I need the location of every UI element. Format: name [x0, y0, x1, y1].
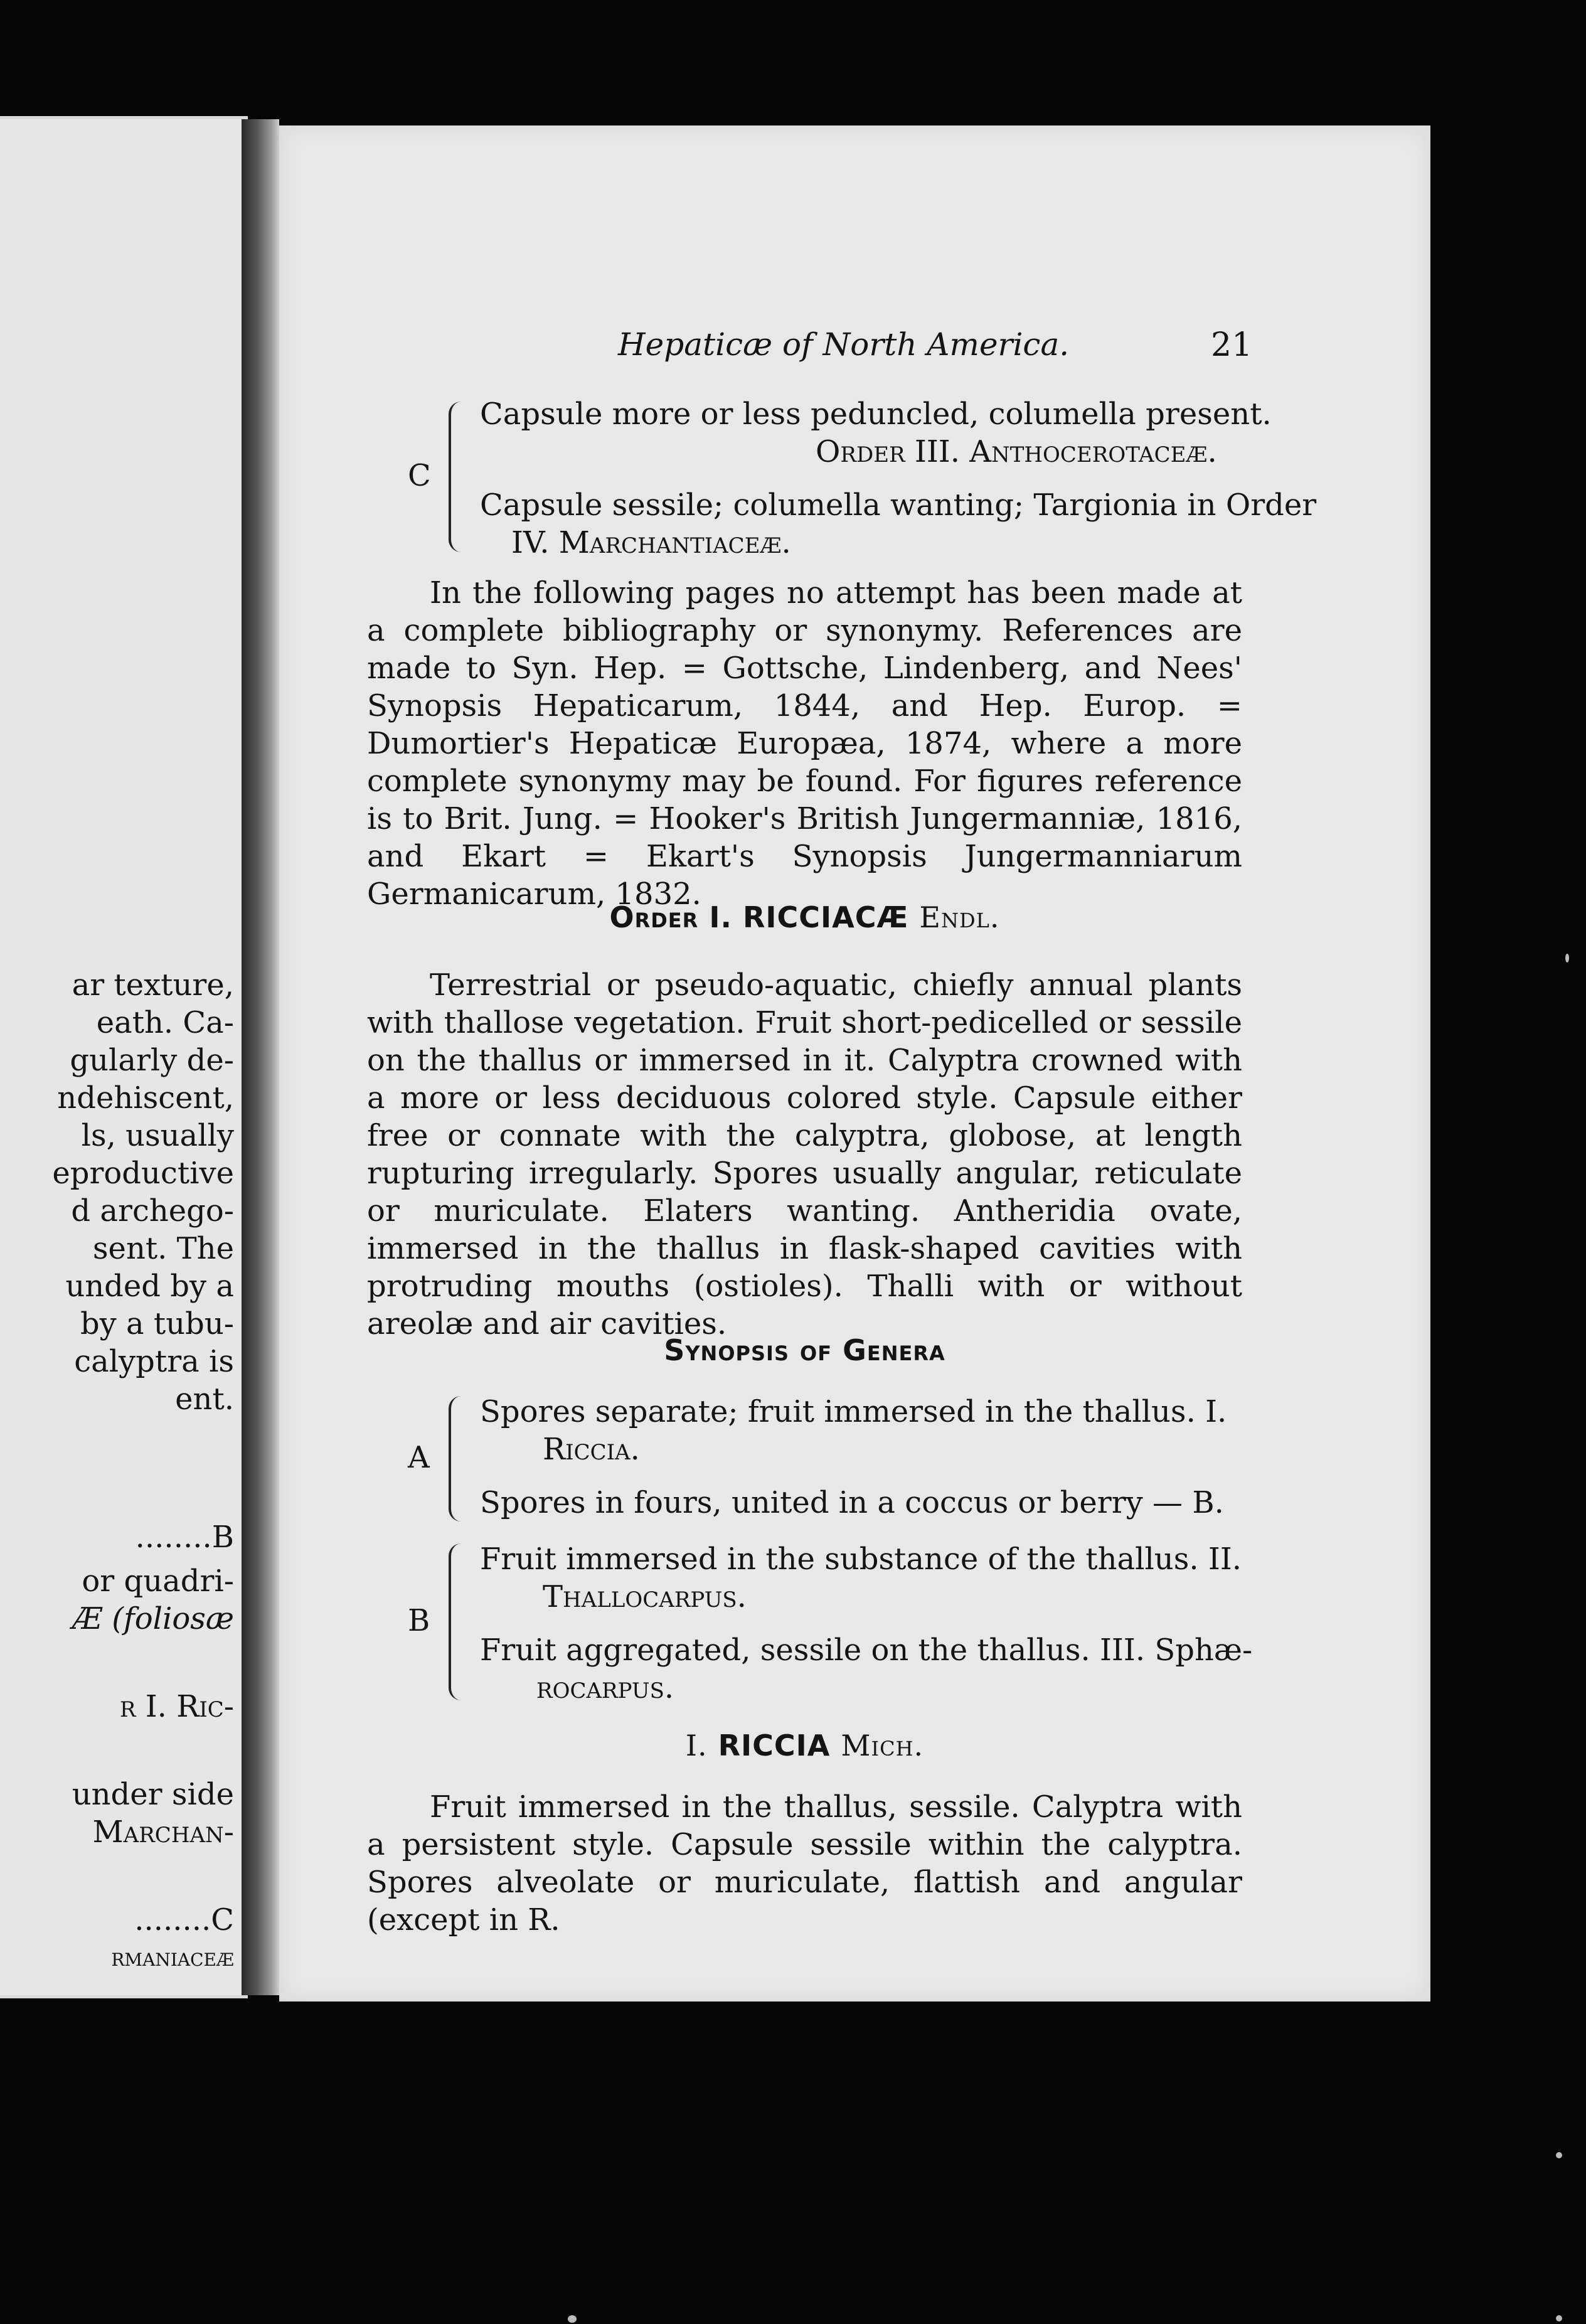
left-fragment: sent. The — [92, 1231, 234, 1266]
genus-heading-author: Mich. — [841, 1729, 924, 1762]
key-c-line: Capsule more or less peduncled, columella present. — [480, 397, 1272, 432]
left-fragment: under side — [72, 1777, 234, 1812]
left-fragment: by a tubu- — [80, 1306, 234, 1341]
key-b-line: Fruit aggregated, sessile on the thallus. III. Sphæ- — [480, 1633, 1253, 1668]
order-heading-author: Endl. — [919, 900, 1000, 934]
left-fragment: ent. — [175, 1382, 234, 1417]
left-fragment: unded by a — [65, 1269, 234, 1304]
scan-speck — [568, 2315, 577, 2323]
key-b-brace — [449, 1543, 472, 1700]
left-fragment: or quadri- — [82, 1564, 234, 1599]
synopsis-heading: Synopsis of Genera — [664, 1333, 945, 1367]
running-header-title: Hepaticæ of North America. — [618, 326, 1070, 363]
left-fragment: rmaniaceæ — [111, 1943, 234, 1972]
key-c-line: IV. Marchantiaceæ. — [511, 525, 791, 560]
order-paragraph: Terrestrial or pseudo-aquatic, chiefly annual plants with thallose vegetation. Fruit short-pedicelled or sessile on the thallus or immersed in it. Calyptra crowned with a more or less deciduous colored style. Capsule either free or connate with the calyptra, globose, at length rupturing irregularly. Spores usually angular, reticulate or muriculate. Elaters wanting. Antheridia ovate, immersed in the thallus in flask-shaped cavities with protruding mouths (ostioles). Thalli with or without areolæ and air cavities. — [367, 967, 1242, 1341]
left-page — [0, 119, 242, 1995]
genus-paragraph: Fruit immersed in the thallus, sessile. Calyptra with a persistent style. Capsule sessile within the calyptra. Spores alveolate or muriculate, flattish and angular (except in R. — [367, 1789, 1242, 1938]
order-heading-prefix: Order I. — [609, 900, 732, 934]
left-fragment: eath. Ca- — [96, 1005, 234, 1040]
key-c-line: Order III. Anthocerotaceæ. — [816, 434, 1217, 469]
key-a-line: Spores in fours, united in a coccus or berry — B. — [480, 1485, 1224, 1520]
genus-heading-name: RICCIA — [718, 1729, 831, 1762]
scan-speck — [1556, 2152, 1562, 2158]
page-number: 21 — [1211, 326, 1253, 364]
key-a-brace — [449, 1396, 472, 1522]
key-a-label: A — [408, 1440, 430, 1475]
order-heading-name: RICCIACÆ — [742, 900, 909, 934]
left-fragment: d archego- — [71, 1193, 234, 1229]
key-c-label: C — [408, 458, 431, 493]
left-fragment: Marchan- — [92, 1815, 234, 1850]
intro-paragraph: In the following pages no attempt has been made at a complete bibliography or synonymy. References are made to Syn. Hep. = Gottsche, Lindenberg, and Nees' Synopsis Hepaticarum, 1844, and Hep. Europ. = Dumortier's Hepaticæ Europæa, 1874, where a more complete synonymy may be found. For figures reference is to Brit. Jung. = Hooker's British Jungermanniæ, 1816, and Ekart = Ekart's Synopsis Jungermanniarum Germanicarum, 1832. — [367, 575, 1242, 912]
scan-speck — [1565, 954, 1569, 962]
order-heading — [367, 900, 1242, 934]
left-fragment: r I. Ric- — [119, 1689, 234, 1724]
left-fragment: ........C — [134, 1902, 234, 1938]
left-fragment: calyptra is — [74, 1344, 234, 1379]
key-c-line: Capsule sessile; columella wanting; Targionia in Order — [480, 488, 1317, 523]
left-fragment: ndehiscent, — [57, 1080, 234, 1116]
key-b-line: Fruit immersed in the substance of the thallus. II. — [480, 1542, 1242, 1577]
left-fragment: gularly de- — [70, 1043, 234, 1078]
left-fragment: eproductive — [52, 1156, 234, 1191]
left-fragment: ls, usually — [81, 1118, 234, 1153]
key-b-line: Thallocarpus. — [543, 1579, 747, 1614]
left-fragment: Æ (foliosæ — [72, 1601, 234, 1636]
book-gutter — [242, 119, 279, 1995]
left-fragment: ........B — [135, 1520, 234, 1555]
scan-speck — [1556, 2315, 1562, 2321]
key-b-label: B — [408, 1603, 430, 1638]
genus-heading — [367, 1729, 1242, 1762]
key-a-line: Riccia. — [543, 1432, 640, 1467]
genus-heading-prefix: I. — [685, 1729, 708, 1762]
key-a-line: Spores separate; fruit immersed in the thallus. I. — [480, 1394, 1227, 1429]
key-b-line: rocarpus. — [536, 1670, 674, 1705]
key-c-brace — [449, 402, 472, 552]
left-fragment: ar texture, — [72, 967, 234, 1003]
